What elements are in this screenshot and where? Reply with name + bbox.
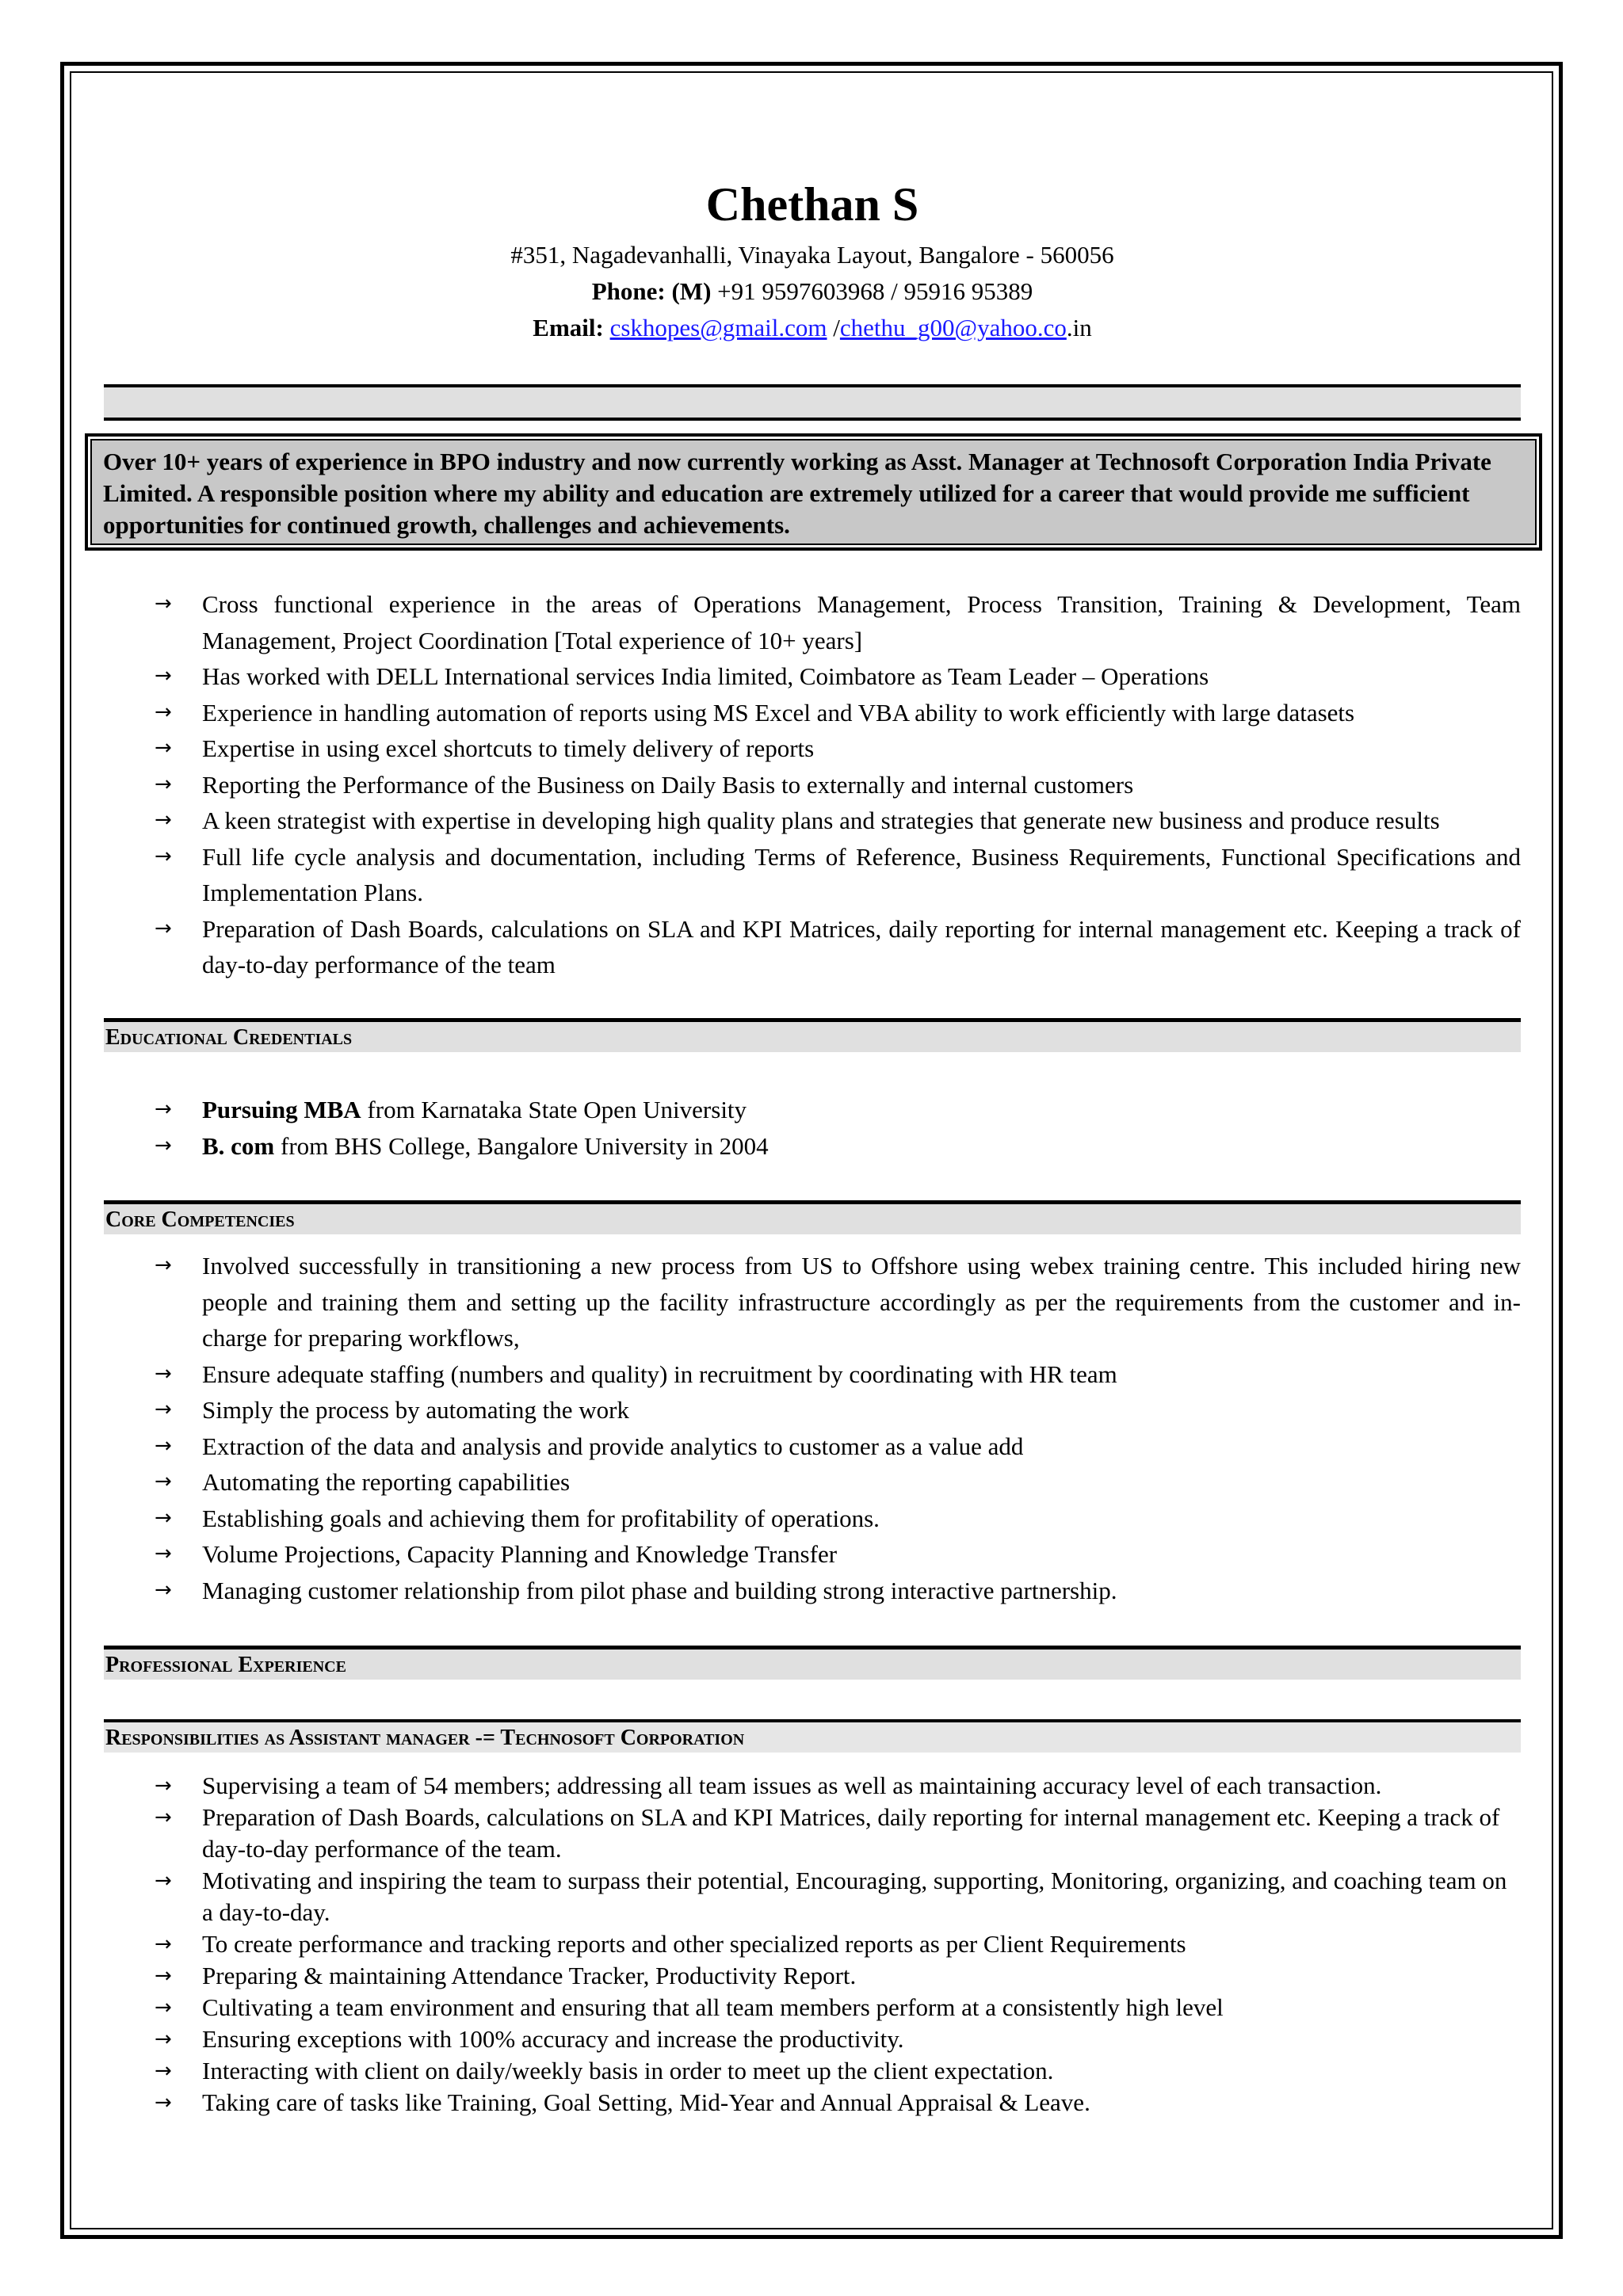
arrow-bullet-icon: →	[155, 1253, 172, 1277]
list-item	[104, 1536, 1521, 1573]
list-item-text: A keen strategist with expertise in developing high quality plans and strategies that generate new business and produce results	[202, 807, 1440, 834]
arrow-bullet-icon: →	[155, 1869, 172, 1893]
education-list	[104, 1092, 1521, 1164]
degree-institution: from BHS College, Bangalore University in 2004	[274, 1131, 769, 1160]
experience-header	[104, 1646, 1521, 1680]
competencies-list	[104, 1248, 1521, 1608]
email-link-secondary[interactable]: chethu_g00@yahoo.co	[839, 314, 1067, 341]
list-item-text: Ensure adequate staffing (numbers and quality) in recruitment by coordinating with HR team	[202, 1360, 1117, 1388]
list-item	[104, 1992, 1521, 2023]
list-item	[104, 730, 1521, 767]
list-item-text: Preparation of Dash Boards, calculations on SLA and KPI Matrices, daily reporting for internal management etc. Keeping a track of day-to-day performance of the team	[202, 914, 1521, 978]
list-item-text: Involved successfully in transitioning a new process from US to Offshore using webex training centre. This included hiring new people and training them and setting up the facility infrastructure accordingly as per the requirements from the customer and in-charge for preparing workflows,	[202, 1252, 1521, 1352]
arrow-bullet-icon: →	[155, 1505, 172, 1530]
arrow-bullet-icon: →	[155, 592, 172, 616]
degree-institution: from Karnataka State Open University	[361, 1096, 747, 1123]
list-item	[104, 1960, 1521, 1992]
list-item	[104, 1573, 1521, 1609]
list-item	[104, 767, 1521, 803]
candidate-name: Chethan S	[705, 178, 919, 231]
list-item-text: Preparing & maintaining Attendance Tracker, Productivity Report.	[202, 1962, 857, 1989]
degree-name: B. com	[202, 1131, 275, 1160]
role-header	[104, 1719, 1521, 1753]
objective-text: Over 10+ years of experience in BPO industry and now currently working as Asst. Manager at Technosoft Corporation India Private Limited. A responsible position where my ability and education are extremely utilized for a career that would provide me sufficient opportunities for continued growth, challenges and achievements.	[90, 439, 1537, 545]
summary-list	[104, 586, 1521, 983]
list-item	[104, 1770, 1521, 1802]
list-item	[104, 2087, 1521, 2119]
list-item	[104, 1392, 1521, 1428]
arrow-bullet-icon: →	[155, 1932, 172, 1956]
email-separator: /	[833, 314, 840, 341]
list-item-text: Managing customer relationship from pilot phase and building strong interactive partnership.	[202, 1576, 1117, 1604]
objective-box	[85, 433, 1542, 551]
email-secondary-suffix: .in	[1066, 314, 1092, 341]
list-item-text: Expertise in using excel shortcuts to timely delivery of reports	[202, 734, 815, 762]
list-item	[104, 1865, 1521, 1928]
list-item-text: Cultivating a team environment and ensuring that all team members perform at a consistently high level	[202, 1993, 1224, 2021]
arrow-bullet-icon: →	[155, 844, 172, 868]
arrow-bullet-icon: →	[155, 2059, 172, 2083]
list-item-text: Preparation of Dash Boards, calculations on SLA and KPI Matrices, daily reporting for internal management etc. Keeping a track of day-to-day performance of the team.	[202, 1803, 1500, 1863]
education-title: Educational Credentials	[104, 1022, 1521, 1052]
arrow-bullet-icon: →	[155, 1774, 172, 1798]
list-item	[104, 839, 1521, 911]
list-item-text: Full life cycle analysis and documentation, including Terms of Reference, Business Requirements, Functional Specifications and Implementation Plans.	[202, 842, 1521, 906]
list-item-text: Cross functional experience in the areas of Operations Management, Process Transition, Training & Development, Team Management, Project Coordination [Total experience of 10+ years]	[202, 590, 1521, 654]
list-item-text: Supervising a team of 54 members; addressing all team issues as well as maintaining accuracy level of each transaction.	[202, 1772, 1382, 1799]
arrow-bullet-icon: →	[155, 1433, 172, 1458]
education-header	[104, 1018, 1521, 1052]
list-item	[104, 803, 1521, 839]
arrow-bullet-icon: →	[155, 1577, 172, 1602]
email-label: Email:	[533, 314, 604, 341]
competencies-header	[104, 1200, 1521, 1234]
arrow-bullet-icon: →	[155, 1964, 172, 1988]
list-item	[104, 586, 1521, 658]
header-divider-bar	[104, 384, 1521, 421]
list-item-text: Reporting the Performance of the Business on Daily Basis to externally and internal customers	[202, 770, 1134, 799]
list-item-text: Interacting with client on daily/weekly basis in order to meet up the client expectation.	[202, 2057, 1054, 2084]
arrow-bullet-icon: →	[155, 772, 172, 796]
arrow-bullet-icon: →	[155, 1542, 172, 1566]
list-item-text: To create performance and tracking reports and other specialized reports as per Client Requirements	[202, 1930, 1186, 1958]
education-item	[104, 1092, 1521, 1128]
list-item	[104, 1356, 1521, 1393]
arrow-bullet-icon: →	[155, 1996, 172, 2019]
list-item	[104, 1248, 1521, 1356]
arrow-bullet-icon: →	[155, 2027, 172, 2051]
list-item	[104, 2023, 1521, 2055]
experience-title: Professional Experience	[104, 1650, 1521, 1680]
list-item-text: Extraction of the data and analysis and provide analytics to customer as a value add	[202, 1432, 1024, 1460]
arrow-bullet-icon: →	[155, 808, 172, 832]
arrow-bullet-icon: →	[155, 1133, 172, 1158]
list-item	[104, 1501, 1521, 1537]
arrow-bullet-icon: →	[155, 664, 172, 688]
list-item	[104, 1464, 1521, 1501]
list-item-text: Volume Projections, Capacity Planning and Knowledge Transfer	[202, 1540, 838, 1568]
arrow-bullet-icon: →	[155, 736, 172, 760]
list-item	[104, 695, 1521, 731]
education-item	[104, 1128, 1521, 1165]
degree-name: Pursuing MBA	[202, 1096, 361, 1123]
list-item	[104, 1802, 1521, 1865]
list-item	[104, 1428, 1521, 1465]
list-item	[104, 911, 1521, 983]
phone-value: +91 9597603968 / 95916 95389	[717, 277, 1033, 305]
list-item-text: Taking care of tasks like Training, Goal Setting, Mid-Year and Annual Appraisal & Leave.	[202, 2088, 1090, 2116]
list-item	[104, 1928, 1521, 1960]
list-item-text: Has worked with DELL International services India limited, Coimbatore as Team Leader – Operations	[202, 662, 1209, 690]
arrow-bullet-icon: →	[155, 1806, 172, 1829]
competencies-title: Core Competencies	[104, 1204, 1521, 1234]
arrow-bullet-icon: →	[155, 1398, 172, 1421]
list-item-text: Automating the reporting capabilities	[202, 1468, 571, 1496]
role-title: Responsibilities as Assistant manager -= Technosoft Corporation	[104, 1722, 1521, 1753]
list-item-text: Motivating and inspiring the team to surpass their potential, Encouraging, supporting, Monitoring, organizing, and coaching team on a day-to-day.	[202, 1867, 1507, 1926]
list-item-text: Experience in handling automation of reports using MS Excel and VBA ability to work efficiently with large datasets	[202, 698, 1355, 727]
arrow-bullet-icon: →	[155, 700, 172, 724]
email-link-primary[interactable]: cskhopes@gmail.com	[609, 314, 827, 341]
arrow-bullet-icon: →	[155, 1097, 172, 1121]
experience-list	[104, 1770, 1521, 2119]
arrow-bullet-icon: →	[155, 1470, 172, 1493]
phone-line	[104, 274, 1521, 309]
list-item	[104, 2055, 1521, 2087]
list-item-text: Establishing goals and achieving them for profitability of operations.	[202, 1504, 880, 1532]
phone-label: Phone: (M)	[591, 277, 712, 305]
arrow-bullet-icon: →	[155, 2091, 172, 2115]
list-item-text: Ensuring exceptions with 100% accuracy and increase the productivity.	[202, 2025, 904, 2053]
email-line	[104, 311, 1521, 345]
list-item-text: Simply the process by automating the work	[202, 1396, 629, 1424]
arrow-bullet-icon: →	[155, 1361, 172, 1386]
list-item	[104, 658, 1521, 695]
address-line: #351, Nagadevanhalli, Vinayaka Layout, Bangalore - 560056	[510, 241, 1114, 269]
arrow-bullet-icon: →	[155, 916, 172, 940]
